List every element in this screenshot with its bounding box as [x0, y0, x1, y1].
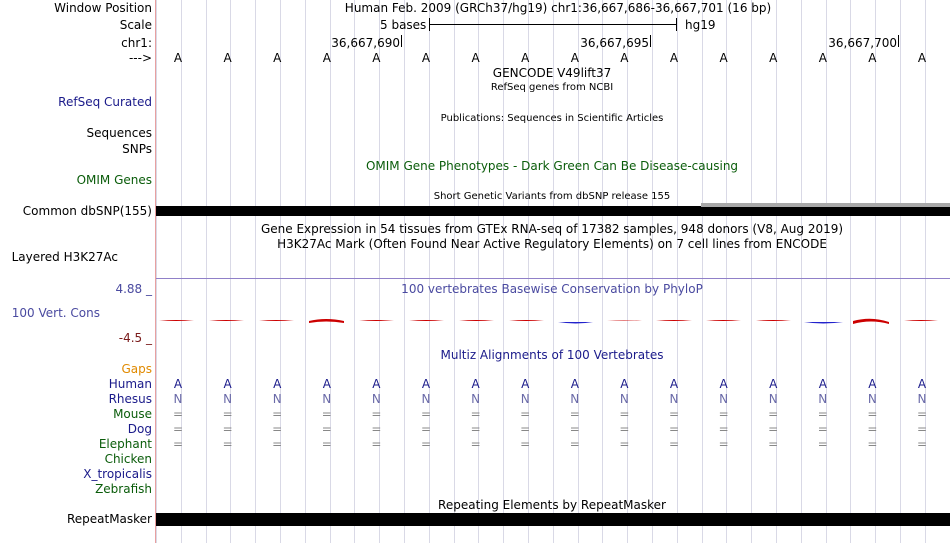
alignment-base: = — [371, 437, 382, 451]
chrom-label: chr1: — [121, 36, 152, 50]
track-label-column — [0, 0, 156, 543]
repeatmasker-track-title: Repeating Elements by RepeatMasker — [438, 498, 666, 512]
dbsnp-track-label[interactable]: Common dbSNP(155) — [22, 204, 152, 218]
alignment-base: = — [569, 407, 580, 421]
cons-max-label: 4.88 _ — [115, 282, 152, 296]
repeatmasker-feature-bar[interactable] — [156, 513, 950, 526]
scale-db: hg19 — [685, 18, 716, 32]
alignment-base: = — [718, 407, 729, 421]
alignment-base: = — [867, 437, 878, 451]
alignment-base: = — [619, 422, 630, 436]
phylop-negative-marks — [558, 322, 843, 324]
grid-line — [751, 0, 752, 543]
phylop-signal — [156, 312, 950, 332]
dbsnp-feature-bar[interactable] — [156, 206, 950, 216]
base-letter: A — [372, 51, 381, 65]
alignment-base: = — [172, 437, 184, 451]
grid-line — [429, 0, 430, 543]
alignment-base: N — [619, 392, 629, 406]
base-letter: A — [273, 51, 282, 65]
strand-label: ---> — [128, 51, 152, 65]
grid-line — [875, 0, 876, 543]
base-letter: A — [669, 51, 679, 65]
grid-line — [206, 0, 207, 543]
coord-tick-2 — [650, 35, 651, 47]
species-label-dog[interactable]: Dog — [127, 422, 152, 436]
base-letter: A — [620, 51, 629, 65]
alignment-base: = — [172, 422, 184, 436]
gencode-track-title: GENCODE V49lift37 — [492, 66, 612, 80]
snps-track-label[interactable]: SNPs — [122, 142, 152, 156]
grid-line — [801, 0, 802, 543]
base-letter: A — [521, 51, 530, 65]
grid-line — [255, 0, 256, 543]
grid-line — [850, 0, 851, 543]
alignment-base: = — [768, 422, 779, 436]
gtex-track-title: Gene Expression in 54 tissues from GTEx RNA-seq of 17382 samples, 948 donors (V8, Aug 2019) — [260, 222, 844, 236]
alignment-base: = — [520, 407, 531, 421]
alignment-base: N — [173, 392, 183, 406]
grid-line — [354, 0, 355, 543]
alignment-base: A — [620, 377, 629, 391]
alignment-base: N — [371, 392, 381, 406]
window-position-value: Human Feb. 2009 (GRCh37/hg19) chr1:36,667,686-36,667,701 (16 bp) — [344, 1, 772, 15]
base-letter: A — [917, 51, 927, 65]
alignment-base: = — [916, 407, 928, 421]
alignment-base: A — [421, 377, 431, 391]
alignment-base: = — [321, 422, 332, 436]
alignment-base: N — [818, 392, 828, 406]
alignment-base: A — [719, 377, 728, 391]
alignment-base: = — [222, 437, 233, 451]
alignment-base: N — [917, 392, 927, 406]
cons-track-label[interactable]: 100 Vert. Cons — [11, 306, 100, 320]
alignment-base: = — [520, 437, 531, 451]
species-label-mouse[interactable]: Mouse — [113, 407, 152, 421]
species-label-zebrafish[interactable]: Zebrafish — [95, 482, 152, 496]
alignment-base: = — [718, 422, 729, 436]
omim-track-label[interactable]: OMIM Genes — [76, 173, 152, 187]
grid-line — [305, 0, 306, 543]
alignment-base: N — [223, 392, 233, 406]
h3k27ac-track-label[interactable]: Layered H3K27Ac — [11, 250, 118, 264]
alignment-base: = — [619, 437, 630, 451]
alignment-base: = — [420, 422, 432, 436]
cons-min-label: -4.5 _ — [118, 331, 152, 345]
scale-text: 5 bases — [380, 18, 427, 32]
multiz-track-title: Multiz Alignments of 100 Vertebrates — [440, 348, 664, 362]
repeatmasker-track-label[interactable]: RepeatMasker — [66, 512, 152, 526]
grid-line — [776, 0, 777, 543]
base-letter: A — [818, 51, 827, 65]
species-label-elephant[interactable]: Elephant — [98, 437, 152, 451]
grid-line — [702, 0, 703, 543]
alignment-base: = — [520, 422, 531, 436]
grid-line — [726, 0, 727, 543]
alignment-base: = — [172, 407, 184, 421]
alignment-base: = — [916, 422, 928, 436]
base-letter: A — [570, 51, 579, 65]
coord-tick-3 — [898, 35, 899, 47]
coord-tick-1 — [401, 35, 402, 47]
alignment-base: = — [470, 422, 481, 436]
base-letter: A — [769, 51, 778, 65]
alignment-base: = — [668, 407, 680, 421]
alignment-base: A — [917, 377, 927, 391]
gaps-track-label[interactable]: Gaps — [121, 362, 152, 376]
grid-line — [627, 0, 628, 543]
alignment-base: = — [768, 437, 779, 451]
grid-line — [230, 0, 231, 543]
scale-bar-right-tick — [676, 18, 677, 31]
alignment-base: N — [719, 392, 729, 406]
alignment-base: = — [569, 422, 580, 436]
alignment-base: N — [272, 392, 282, 406]
grid-line — [900, 0, 901, 543]
scale-label: Scale — [119, 18, 152, 32]
alignment-base: = — [619, 407, 630, 421]
species-label-rhesus[interactable]: Rhesus — [108, 392, 152, 406]
alignment-base: = — [668, 437, 680, 451]
alignment-base: A — [322, 377, 331, 391]
species-label-human[interactable]: Human — [108, 377, 152, 391]
alignment-base: A — [769, 377, 778, 391]
alignment-base: N — [669, 392, 679, 406]
species-label-xtropicalis[interactable]: X_tropicalis — [83, 467, 152, 481]
alignment-base: = — [470, 437, 481, 451]
grid-line — [379, 0, 380, 543]
base-letter: A — [223, 51, 232, 65]
sequences-track-label[interactable]: Sequences — [86, 126, 152, 140]
alignment-base: = — [867, 422, 878, 436]
h3k27ac-signal-line — [156, 278, 950, 279]
alignment-base: A — [570, 377, 579, 391]
grid-line — [280, 0, 281, 543]
cons-track-title: 100 vertebrates Basewise Conservation by PhyloP — [401, 282, 703, 296]
alignment-base: = — [916, 437, 928, 451]
alignment-base: = — [272, 422, 283, 436]
dbsnp-overlap-bar[interactable] — [701, 203, 950, 207]
alignment-base: N — [421, 392, 431, 406]
alignment-base: = — [371, 407, 382, 421]
grid-line — [181, 0, 182, 543]
refseq-track-label[interactable]: RefSeq Curated — [58, 95, 152, 109]
alignment-base: A — [471, 377, 480, 391]
scale-bar-left-tick — [429, 18, 430, 31]
base-letter: A — [868, 51, 877, 65]
grid-line — [330, 0, 331, 543]
alignment-base: N — [322, 392, 332, 406]
alignment-base: A — [818, 377, 827, 391]
alignment-base: A — [521, 377, 530, 391]
alignment-base: A — [372, 377, 381, 391]
track-data-area[interactable] — [156, 0, 950, 543]
alignment-base: N — [570, 392, 580, 406]
alignment-base: = — [272, 437, 283, 451]
grid-line — [478, 0, 479, 543]
alignment-base: A — [173, 377, 183, 391]
alignment-base: = — [321, 437, 332, 451]
alignment-base: = — [867, 407, 878, 421]
alignment-base: = — [817, 422, 828, 436]
grid-line — [826, 0, 827, 543]
alignment-base: = — [718, 437, 729, 451]
alignment-base: = — [668, 422, 680, 436]
alignment-base: A — [273, 377, 282, 391]
omim-track-title: OMIM Gene Phenotypes - Dark Green Can Be Disease-causing — [365, 159, 739, 173]
window-position-label: Window Position — [54, 1, 152, 15]
alignment-base: A — [868, 377, 877, 391]
alignment-base: = — [222, 422, 233, 436]
alignment-base: = — [817, 407, 828, 421]
grid-line — [925, 0, 926, 543]
grid-line — [454, 0, 455, 543]
alignment-base: N — [520, 392, 530, 406]
alignment-base: = — [470, 407, 481, 421]
alignment-base: A — [223, 377, 232, 391]
alignment-base: = — [272, 407, 283, 421]
alignment-base: = — [420, 407, 432, 421]
alignment-base: = — [768, 407, 779, 421]
h3k27ac-track-title: H3K27Ac Mark (Often Found Near Active Regulatory Elements) on 7 cell lines from ENCODE — [277, 237, 827, 251]
alignment-base: A — [669, 377, 679, 391]
refseq-subtitle: RefSeq genes from NCBI — [490, 82, 614, 93]
grid-line — [652, 0, 653, 543]
coord-label-2: 36,667,695 — [580, 36, 649, 50]
alignment-base: N — [768, 392, 778, 406]
alignment-base: = — [569, 437, 580, 451]
grid-line — [156, 0, 157, 543]
alignment-base: = — [817, 437, 828, 451]
grid-line — [404, 0, 405, 543]
scale-bar — [429, 24, 677, 25]
grid-line — [677, 0, 678, 543]
base-letter: A — [322, 51, 331, 65]
alignment-base: = — [371, 422, 382, 436]
base-letter: A — [719, 51, 728, 65]
species-label-chicken[interactable]: Chicken — [104, 452, 152, 466]
publications-track-title: Publications: Sequences in Scientific Articles — [440, 113, 664, 124]
base-letter: A — [471, 51, 480, 65]
base-letter: A — [173, 51, 183, 65]
coord-label-3: 36,667,700 — [828, 36, 897, 50]
alignment-base: = — [321, 407, 332, 421]
alignment-base: N — [867, 392, 877, 406]
base-letter: A — [421, 51, 431, 65]
coord-label-1: 36,667,690 — [331, 36, 400, 50]
alignment-base: = — [420, 437, 432, 451]
alignment-base: N — [471, 392, 481, 406]
dbsnp-track-title: Short Genetic Variants from dbSNP release 155 — [433, 191, 671, 202]
alignment-base: = — [222, 407, 233, 421]
